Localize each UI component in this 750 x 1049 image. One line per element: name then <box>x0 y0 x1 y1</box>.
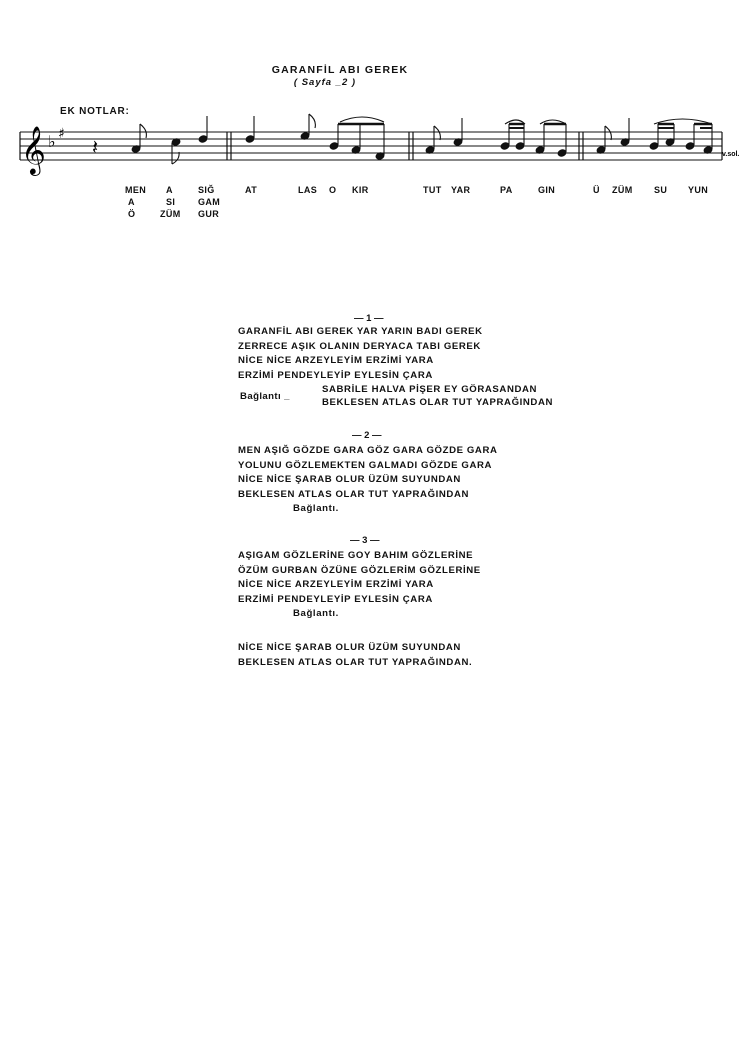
syllable: MEN <box>125 185 147 195</box>
verse-3 <box>238 549 481 622</box>
syllable: A <box>166 185 173 195</box>
side-note: v.sol. <box>722 151 740 158</box>
syllable: O <box>329 185 337 195</box>
syllable: PA <box>500 185 513 195</box>
verse-line: NİCE NİCE ARZEYLEYİM ERZİMİ YARA <box>238 355 434 366</box>
syllable: ZÜM <box>612 185 633 195</box>
rest-icon: 𝄽 <box>92 135 99 159</box>
verse-2 <box>238 444 498 517</box>
verse-number: — 1 — <box>354 313 384 324</box>
closing-lines <box>238 641 472 670</box>
syllable: Ü <box>593 185 600 195</box>
syllable: GAM <box>198 197 221 207</box>
baglanti-ref: Bağlantı. <box>293 608 339 619</box>
verse-line: NİCE NİCE ŞARAB OLUR ÜZÜM SUYUNDAN <box>238 474 461 485</box>
verse-line: ERZİMİ PENDEYLEYİP EYLESİN ÇARA <box>238 369 433 381</box>
syllable: TUT <box>423 185 442 195</box>
syllable: KIR <box>352 185 369 195</box>
verse-1 <box>238 325 483 383</box>
syllable: SI <box>166 197 176 207</box>
verse-line: ÖZÜM GURBAN ÖZÜNE GÖZLERİM GÖZLERİNE <box>238 564 481 576</box>
music-staff <box>0 112 750 182</box>
verse-line: ERZİMİ PENDEYLEYİP EYLESİN ÇARA <box>238 593 433 605</box>
verse-line: NİCE NİCE ARZEYLEYİM ERZİMİ YARA <box>238 579 434 590</box>
verse-line: MEN AŞIĞ GÖZDE GARA GÖZ GARA GÖZDE GARA <box>238 445 498 456</box>
baglanti-lines <box>322 383 553 409</box>
syllable: YAR <box>451 185 471 195</box>
flat-icon: ♭ <box>48 132 56 151</box>
sharp-icon: ♯ <box>58 126 65 142</box>
treble-clef-icon: 𝄞 <box>21 125 46 174</box>
syllable: LAS <box>298 185 318 195</box>
syllable: GIN <box>538 185 556 195</box>
song-title: GARANFİL ABI GEREK <box>271 64 409 76</box>
baglanti-ref: Bağlantı. <box>293 503 339 514</box>
syllable: SU <box>654 185 668 195</box>
ek-notlar-heading: EK NOTLAR: <box>60 106 130 117</box>
verse-line: NİCE NİCE ŞARAB OLUR ÜZÜM SUYUNDAN <box>238 642 461 653</box>
verse-line: ZERRECE AŞIK OLANIN DERYACA TABI GEREK <box>238 340 481 352</box>
syllable: ZÜM <box>160 209 181 219</box>
verse-number: — 2 — <box>352 430 382 441</box>
syllable: YUN <box>688 185 709 195</box>
verse-number: — 3 — <box>350 535 380 546</box>
baglanti-label: Bağlantı _ <box>240 391 290 402</box>
page-subtitle: ( Sayfa _2 ) <box>293 77 357 88</box>
syllable: Ö <box>128 209 136 219</box>
syllable: SIĞ <box>198 185 215 195</box>
syllable: GUR <box>198 209 220 219</box>
verse-line: BEKLESEN ATLAS OLAR TUT YAPRAĞINDAN <box>238 488 470 500</box>
verse-line: GARANFİL ABI GEREK YAR YARIN BADI GEREK <box>238 326 483 337</box>
verse-line: SABRİLE HALVA PİŞER EY GÖRASANDAN <box>322 384 538 395</box>
syllable: AT <box>245 185 258 195</box>
syllable: A <box>128 197 135 207</box>
verse-line: BEKLESEN ATLAS OLAR TUT YAPRAĞINDAN <box>322 397 554 408</box>
verse-line: BEKLESEN ATLAS OLAR TUT YAPRAĞINDAN. <box>238 656 473 668</box>
verse-line: AŞIGAM GÖZLERİNE GOY BAHIM GÖZLERİNE <box>238 550 474 561</box>
verse-line: YOLUNU GÖZLEMEKTEN GALMADI GÖZDE GARA <box>238 459 493 471</box>
